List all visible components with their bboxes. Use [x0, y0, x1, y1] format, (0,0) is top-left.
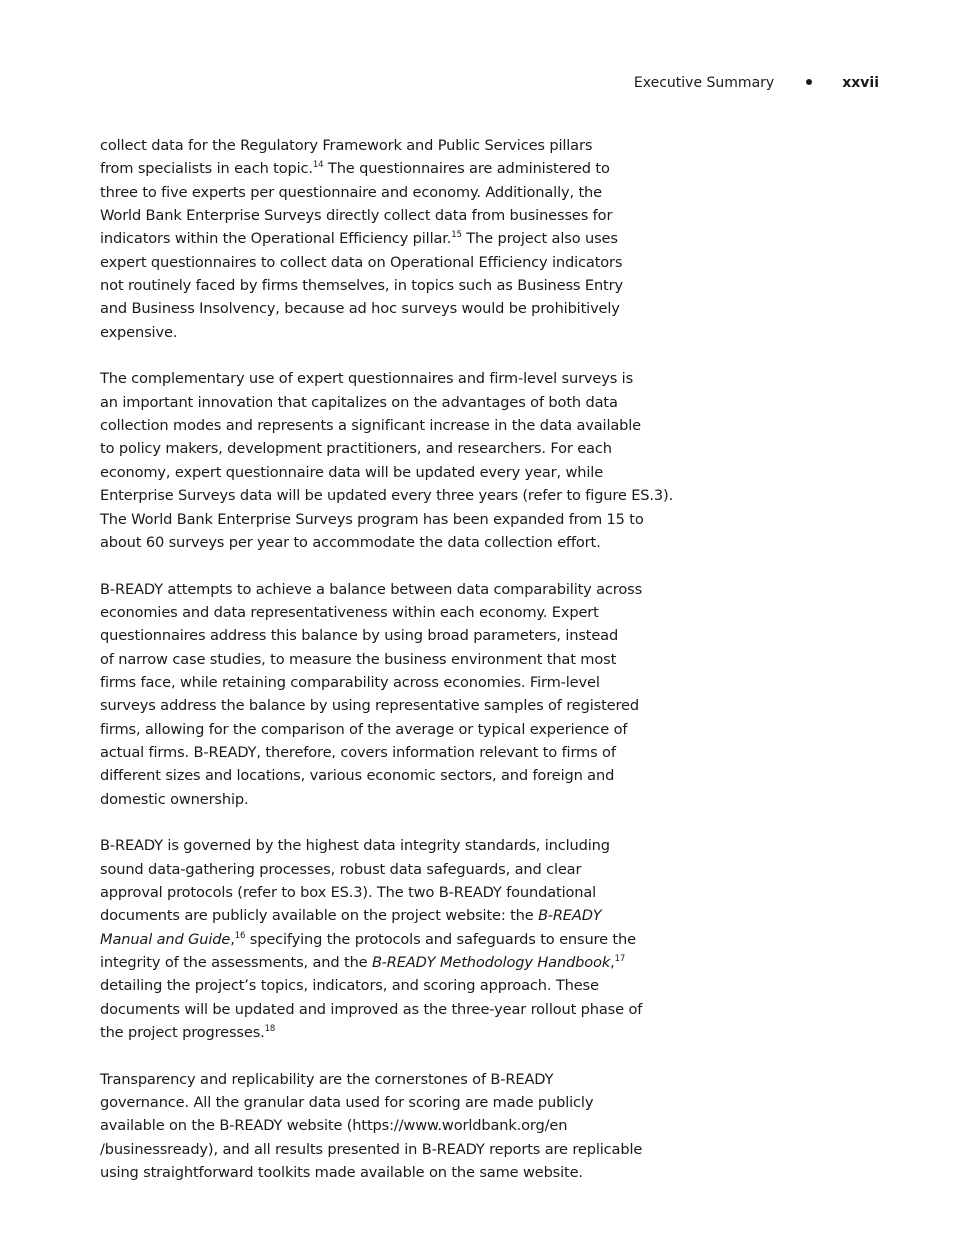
text-segment: firms face, while retaining comparability across economies. Firm-level [100, 673, 600, 691]
text-segment: from specialists in each topic. [100, 160, 313, 178]
text-segment: an important innovation that capitalizes on the advantages of both data [100, 393, 618, 411]
page-number: xxvii [842, 75, 879, 91]
text-segment: actual firms. B-READY, therefore, covers information relevant to firms of [100, 743, 616, 761]
footnote-reference: 15 [451, 230, 462, 241]
text-segment: of narrow case studies, to measure the business environment that most [100, 650, 617, 668]
text-segment: economy, expert questionnaire data will be updated every year, while [100, 463, 604, 481]
text-segment: domestic ownership. [100, 790, 249, 808]
text-segment: available on the B-READY website (https://www.worldbank.org/en [100, 1117, 568, 1135]
text-segment: firms, allowing for the comparison of the average or typical experience of [100, 720, 628, 738]
text-line [100, 694, 700, 717]
text-segment: approval protocols (refer to box ES.3). The two B-READY foundational [100, 884, 597, 901]
text-line [100, 437, 700, 460]
text-line [100, 788, 700, 811]
text-segment: The complementary use of expert questionnaires and firm-level surveys is [100, 370, 634, 388]
text-line [100, 251, 700, 274]
italic-title: B-READY Methodology Handbook [371, 954, 611, 972]
text-line [100, 367, 700, 390]
italic-title: Manual and Guide [100, 930, 231, 948]
text-segment: detailing the project’s topics, indicators, and scoring approach. These [100, 977, 599, 995]
text-line [100, 718, 700, 741]
footnote-reference: 16 [234, 930, 246, 941]
text-line [100, 764, 700, 787]
text-segment: Enterprise Surveys data will be updated every three years (refer to figure ES.3). [100, 487, 674, 505]
body-text [100, 134, 700, 1208]
text-line [100, 1161, 700, 1184]
text-line [100, 648, 700, 671]
text-segment: B-READY is governed by the highest data integrity standards, including [100, 837, 610, 855]
text-segment: expert questionnaires to collect data on Operational Efficiency indicators [100, 253, 623, 271]
text-line [100, 531, 700, 554]
text-line [100, 181, 700, 204]
text-segment: documents are publicly available on the project website: the [100, 907, 539, 925]
text-segment: about 60 surveys per year to accommodate the data collection effort. [100, 533, 601, 551]
text-line [100, 624, 700, 647]
text-segment: Transparency and replicability are the cornerstones of B-READY [100, 1070, 554, 1088]
text-segment: governance. All the granular data used for scoring are made publicly [100, 1094, 594, 1112]
text-line [100, 904, 700, 927]
text-line [100, 134, 700, 157]
paragraph [100, 367, 700, 554]
text-segment: questionnaires address this balance by using broad parameters, instead [100, 627, 619, 645]
text-segment: expensive. [100, 323, 178, 341]
text-line [100, 391, 700, 414]
text-segment: three to five experts per questionnaire and economy. Additionally, the [100, 183, 602, 201]
paragraph [100, 834, 700, 1044]
text-line [100, 951, 700, 974]
text-line [100, 414, 700, 437]
text-segment: surveys address the balance by using representative samples of registered [100, 697, 639, 715]
text-line [100, 1021, 700, 1044]
text-line [100, 204, 700, 227]
text-line [100, 1091, 700, 1114]
text-segment: collection modes and represents a significant increase in the data available [100, 417, 641, 435]
text-segment: using straightforward toolkits made available on the same website. [100, 1164, 583, 1182]
text-segment: indicators within the Operational Efficiency pillar. [100, 230, 452, 248]
text-line [100, 834, 700, 857]
text-line [100, 1138, 700, 1161]
text-line [100, 741, 700, 764]
text-line [100, 484, 700, 507]
text-line [100, 297, 700, 320]
text-segment: different sizes and locations, various economic sectors, and foreign and [100, 767, 615, 785]
bullet-separator-icon [806, 79, 812, 85]
text-line [100, 1114, 700, 1137]
text-line [100, 601, 700, 624]
text-segment: The questionnaires are administered to [323, 160, 610, 178]
text-segment: not routinely faced by firms themselves, in topics such as Business Entry [100, 277, 623, 295]
text-line [100, 974, 700, 997]
footnote-reference: 17 [614, 954, 626, 965]
text-line [100, 881, 700, 904]
text-line [100, 157, 700, 180]
text-segment: /businessready), and all results presented in B-READY reports are replicable [100, 1140, 643, 1158]
text-segment: The World Bank Enterprise Surveys program has been expanded from 15 to [100, 510, 644, 528]
text-segment: economies and data representativeness within each economy. Expert [100, 603, 599, 621]
text-segment: World Bank Enterprise Surveys directly collect data from businesses for [100, 207, 613, 225]
text-line [100, 227, 700, 250]
text-segment: sound data-gathering processes, robust data safeguards, and clear [100, 860, 582, 878]
footnote-reference: 18 [264, 1024, 276, 1035]
text-segment: The project also uses [461, 230, 618, 248]
text-segment: , [610, 954, 615, 972]
text-line [100, 671, 700, 694]
text-segment: documents will be updated and improved as the three-year rollout phase of [100, 1000, 643, 1018]
text-line [100, 274, 700, 297]
text-segment: B-READY attempts to achieve a balance between data comparability across [100, 580, 643, 598]
text-line [100, 508, 700, 531]
text-segment: to policy makers, development practitioners, and researchers. For each [100, 440, 612, 458]
text-segment: integrity of the assessments, and the [100, 954, 372, 972]
running-header-section: Executive Summary [633, 75, 775, 91]
text-segment: collect data for the Regulatory Framework and Public Services pillars [100, 137, 593, 154]
text-line [100, 578, 700, 601]
text-line [100, 858, 700, 881]
text-line [100, 1068, 700, 1091]
text-line [100, 928, 700, 951]
text-segment: the project progresses. [100, 1024, 265, 1042]
text-line [100, 461, 700, 484]
italic-title: B-READY [538, 907, 602, 925]
text-segment: , [230, 930, 235, 948]
paragraph [100, 578, 700, 811]
text-segment: and Business Insolvency, because ad hoc surveys would be prohibitively [100, 300, 620, 318]
text-segment: specifying the protocols and safeguards to ensure the [245, 930, 636, 948]
paragraph [100, 1068, 700, 1185]
footnote-reference: 14 [312, 160, 324, 171]
text-line [100, 998, 700, 1021]
text-line [100, 321, 700, 344]
paragraph [100, 134, 700, 344]
running-header [634, 74, 879, 92]
